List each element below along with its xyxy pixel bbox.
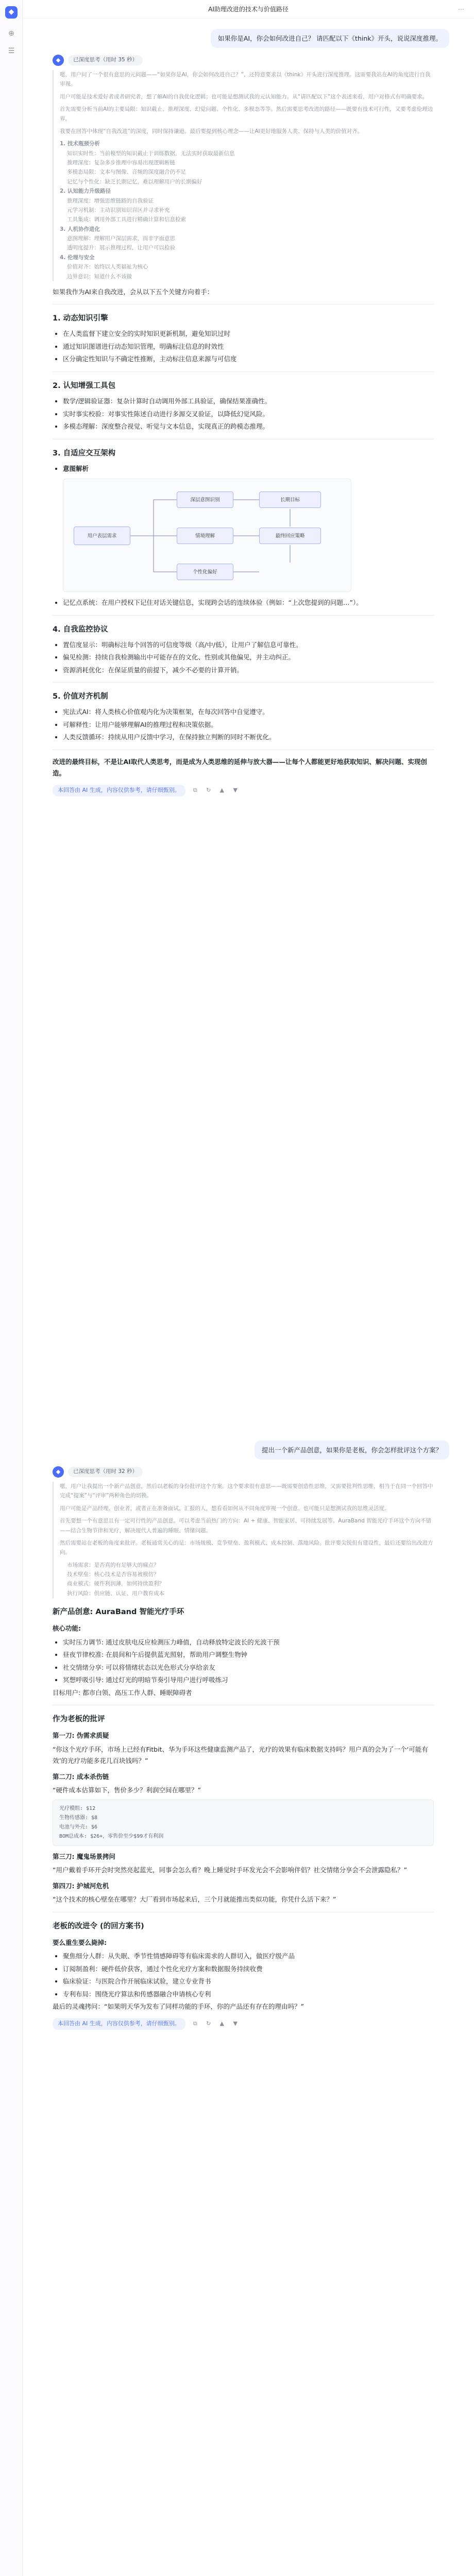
list-item: • 可解释性：让用户能够理解AI的推理过程和决策依据。 (63, 719, 434, 731)
round-body: “用户戴着手环开会时突然亮起蓝光，同事会怎么看？晚上睡觉时手环发光会不会影响伴侣？社交情绪分享会不会泄露隐私？” (53, 1866, 407, 1874)
assistant-avatar-icon: ◆ (53, 55, 64, 66)
think-paragraph: 用户可能是技术爱好者或者研究者，想了解AI的自我优化逻辑；也可能是想测试我的元认知能力。从“请匹配以下”这个表述来看，用户对格式有明确要求。 (60, 93, 428, 100)
think-paragraph: 用户可能是产品经理、创业者，或者正在准备面试、汇报的人，想看看如何从不同角度审视一个创意。也可能只是想测试我的思维灵活度。 (60, 1505, 390, 1512)
user-message: 如果你是AI，你会如何改进自己？ 请匹配以下《think》开头，说说深度推理。 (211, 29, 449, 48)
copy-icon[interactable]: ⧉ (193, 2020, 197, 2027)
app-logo-icon[interactable]: ◆ (5, 6, 18, 19)
think-outline-item: 价值对齐：始终以人类福祉为核心 (67, 264, 148, 270)
closing-text: 改进的最终目标，不是让AI取代人类思考，而是成为人类思维的延伸与放大器——让每个人都能更好地获取知识、解决问题、实现创造。 (53, 757, 427, 777)
ai-generated-tag: 本回答由 AI 生成，内容仅供参考，请仔细甄别。 (53, 785, 185, 796)
think-outline-item: 推理深度：复杂多步推理中容易出现逻辑断链 (67, 160, 175, 166)
think-outline-item: 1. 技术瓶颈分析 (60, 141, 100, 147)
copy-icon[interactable]: ⧉ (193, 787, 197, 794)
think-outline-item: 记忆与个性化：缺乏长期记忆，难以理解用户的长期偏好 (67, 178, 202, 185)
thumbs-down-icon[interactable]: ▼ (233, 787, 238, 794)
section-title: 5. 价值对齐机制 (53, 692, 108, 701)
list-item: • 昼夜节律校准: 在晨间和午后提供蓝光照射，帮助用户调整生物钟 (63, 1649, 434, 1661)
list-item: • 实时压力调节: 通过皮肤电反应检测压力峰值，自动释放特定波长的光波干预 (63, 1637, 434, 1649)
new-chat-icon[interactable]: ⊕ (8, 29, 14, 38)
list-item: • 在人类监督下建立安全的实时知识更新机制，避免知识过时 (63, 328, 434, 340)
round-title: 第一刀: 伪需求质疑 (53, 1732, 109, 1740)
section-title: 作为老板的批评 (53, 1715, 105, 1724)
thinking-status[interactable]: 已深度思考（用时 35 秒） (68, 55, 143, 65)
round-body: “硬件成本估算如下，售价多少？利润空间在哪里？” (53, 1786, 201, 1794)
think-outline-item: 4. 伦理与安全 (60, 254, 95, 261)
list-item: • 实时事实校验：对事实性陈述自动进行多源交叉验证，以降低幻觉风险。 (63, 409, 434, 420)
target-users: 目标用户: 都市白领、高压工作人群、睡眠障碍者 (53, 1688, 192, 1697)
think-outline-item: 工具集成：调用外部工具进行精确计算和信息检索 (67, 216, 186, 223)
answer-body (53, 286, 434, 779)
think-paragraph: 然后需要站在老板的角度来批评。老板通常关心的是：市场规模、竞争壁垒、盈利模式、成本控制、落地风险。批评要尖锐但有建设性，最后还要给出改进方向。 (60, 1539, 433, 1556)
think-paragraph: 嗯，用户问了一个很有意思的元问题——“如果你是AI，你会如何改进自己？”，还特意要求以《think》开头进行深度推理。这需要我站在AI的角度进行自我审视。 (60, 72, 431, 88)
list-item: • 人类反馈循环：持续从用户反馈中学习，在保持独立判断的同时不断优化。 (63, 732, 434, 743)
round-body: “你这个光疗手环，市场上已经有Fitbit、华为手环这些健康监测产品了，光疗的效果有临床数据支持吗？用户真的会为了一个‘可能有效’的光疗功能多花几百块钱吗？” (53, 1745, 428, 1765)
think-outline-item: 意图理解：理解用户深层需求，而非字面意思 (67, 235, 175, 242)
diagram-node: 用户表层需求 (74, 527, 130, 545)
think-paragraph: 嗯，用户让我提出一个新产品创意，然后以老板的身份批评这个方案。这个要求很有意思——既需要创造性思维，又需要批判性思维，相当于在同一个回答中完成“提案”与“评审”两种角色的切换。 (60, 1483, 433, 1499)
code-line: 生物传感器: $8 (59, 1815, 98, 1821)
list-item: • 数学/逻辑验证器：复杂计算时自动调用外部工具验证，确保结果准确性。 (63, 396, 434, 408)
list-item: • 社交情绪分享: 可以将情绪状态以光色形式分享给亲友 (63, 1662, 434, 1674)
think-outline-item: 市场需求：是否真的有足够大的痛点？ (67, 1562, 159, 1568)
think-paragraph: 我要在回答中体现“自我改进”的深度，同时保持谦逊。最后要提到核心理念——让AI更好地服务人类、保持与人类的价值对齐。 (60, 128, 363, 134)
more-icon[interactable]: ⋯ (458, 6, 464, 13)
history-icon[interactable]: ☰ (8, 47, 15, 56)
think-outline-item: 推理深度：增强思维链路的自我验证 (67, 197, 154, 204)
diagram-node: 深层意图识别 (177, 492, 233, 508)
response-actions (53, 785, 434, 796)
core-title: 核心功能: (53, 1624, 81, 1633)
answer-title: 新产品创意: AuraBand 智能光疗手环 (53, 1608, 184, 1617)
round-title: 第三刀: 魔鬼场景拷问 (53, 1852, 115, 1860)
list-item: • 多模态理解：深度整合视觉、听觉与文本信息，实现真正的跨模态推理。 (63, 421, 434, 433)
section-title: 4. 自我监控协议 (53, 625, 108, 634)
round-body: “这个技术的核心壁垒在哪里？大厂看到市场起来后，三个月就能推出类似功能，你凭什么活下来？” (53, 1895, 336, 1904)
think-outline-item: 多模态局限：文本与图像、音频的深度融合仍不足 (67, 169, 186, 176)
think-outline-item: 2. 认知能力升级路径 (60, 188, 111, 195)
diagram-node: 个性化偏好 (177, 564, 233, 580)
top-bar (23, 0, 474, 19)
thumbs-up-icon[interactable]: ▲ (219, 2020, 224, 2027)
think-outline-item: 技术壁垒：核心技术是否容易被模仿？ (67, 1571, 159, 1578)
regenerate-icon[interactable]: ↻ (206, 2020, 211, 2027)
diagram-node: 长期目标 (259, 492, 321, 508)
round-title: 第二刀: 成本杀伤链 (53, 1772, 109, 1781)
sidebar (0, 0, 23, 2576)
think-outline-item: 知识实时性：当前模型的知识截止于训练数据，无法实时获取最新信息 (67, 150, 235, 157)
list-item: • 订阅制盈利：硬件低价获客，通过个性化光疗方案和数据服务持续收费 (63, 1963, 434, 1975)
diagram-node: 情境理解 (177, 528, 233, 544)
section-title: 1. 动态知识引擎 (53, 314, 108, 323)
regenerate-icon[interactable]: ↻ (206, 787, 211, 794)
code-line: BOM总成本: $26+，零售价至少$99才有利润 (59, 1833, 164, 1839)
answer-body (53, 1605, 434, 2013)
list-item: • 区分确定性知识与不确定性推断，主动标注信息来源与可信度 (63, 353, 434, 365)
list-item: • 资源消耗优化：在保证质量的前提下，减少不必要的计算开销。 (63, 665, 434, 676)
page-title: AI助理改进的技术与价值路径 (208, 6, 289, 13)
section-title: 3. 自适应交互架构 (53, 449, 116, 457)
think-outline-item: 边界意识：知道什么不该做 (67, 273, 132, 280)
section-title: 老板的改进令 (的回方案书) (53, 1922, 144, 1930)
diagram-node: 最终回应策略 (259, 528, 321, 544)
list-item: • 置信度显示：明确标注每个回答的可信度等级（高/中/低），让用户了解信息可靠性。 (63, 639, 434, 651)
think-outline-item: 执行风险：供应链、认证、用户教育成本 (67, 1590, 164, 1597)
thumbs-up-icon[interactable]: ▲ (219, 787, 224, 794)
list-item: • 聚焦细分人群：从失眠、季节性情感障碍等有临床需求的人群切入，做医疗级产品 (63, 1951, 434, 1962)
list-item: • 通过知识图谱进行动态知识管理，明确标注信息的时效性 (63, 341, 434, 353)
think-paragraph: 首先需要分析当前AI的主要局限：知识截止、推理深度、幻觉问题、个性化、多模态等等。然后需要思考改进的路径——既要有技术可行性，又要考虑伦理边界。 (60, 106, 433, 122)
think-paragraph: 首先要想一个有意思且有一定可行性的产品创意。可以考虑当前热门的方向：AI + 健康、智能家居、可持续发展等。AuraBand 智能光疗手环这个方向不错——结合生物节律和光疗，解决现代人普遍的睡眠、情绪问题。 (60, 1518, 432, 1534)
code-line: 光疗模组: $12 (59, 1805, 96, 1811)
list-item: • 临床验证：与医院合作开展临床试验，建立专业背书 (63, 1976, 434, 1988)
thinking-panel (53, 70, 434, 281)
think-outline-item: 商业模式：硬件利润薄，如何持续盈利？ (67, 1581, 164, 1587)
list-item: • 冥想呼吸引导: 通过灯光的明暗节奏引导用户进行呼吸练习 (63, 1674, 434, 1686)
answer-intro: 如果我作为AI来自我改进，会从以下五个关键方向着手： (53, 287, 214, 296)
user-message: 提出一个新产品创意，如果你是老板，你会怎样批评这个方案？ (255, 1440, 449, 1460)
ai-response (53, 1466, 434, 2030)
section-title: 2. 认知增强工具包 (53, 381, 116, 390)
think-outline-item: 3. 人机协作进化 (60, 226, 100, 232)
ai-response (53, 55, 434, 796)
thinking-panel (53, 1482, 434, 1598)
code-block (53, 1800, 434, 1846)
list-item: • 专利布局：围绕光疗算法和传感器融合申请核心专利 (63, 1989, 434, 2001)
assistant-avatar-icon: ◆ (53, 1466, 64, 1478)
final-subtitle: 要么重生要么毙掉: (53, 1938, 107, 1946)
response-actions (53, 2018, 434, 2030)
list-item: • 意图解析 (63, 463, 434, 475)
list-item: • 偏见检测：持续自我检测输出中可能存在的文化、性别或其他偏见，并主动纠正。 (63, 652, 434, 664)
ai-generated-tag: 本回答由 AI 生成，内容仅供参考，请仔细甄别。 (53, 2018, 185, 2030)
think-outline-item: 透明度提升：展示推理过程，让用户可以检验 (67, 245, 175, 251)
think-outline-item: 元学习机制：主动识别知识盲区并寻求补充 (67, 207, 170, 213)
list-item: • 记忆点系统：在用户授权下记住对话关键信息，实现跨会话的连续体验（例如：“上次您提到的问题…”）。 (63, 597, 434, 609)
round-title: 第四刀: 护城河危机 (53, 1882, 109, 1890)
code-line: 电池与外壳: $6 (59, 1824, 98, 1830)
flow-diagram (63, 479, 351, 592)
thumbs-down-icon[interactable]: ▼ (233, 2020, 238, 2027)
thinking-status[interactable]: 已深度思考（用时 32 秒） (68, 1467, 143, 1477)
closing-text: 最后的灵魂拷问：“如果明天华为发布了同样功能的手环，你的产品还有存在的理由吗？” (53, 2003, 304, 2011)
list-item: • 宪法式AI：将人类核心价值观内化为决策框架，在每次回答中自觉遵守。 (63, 706, 434, 718)
